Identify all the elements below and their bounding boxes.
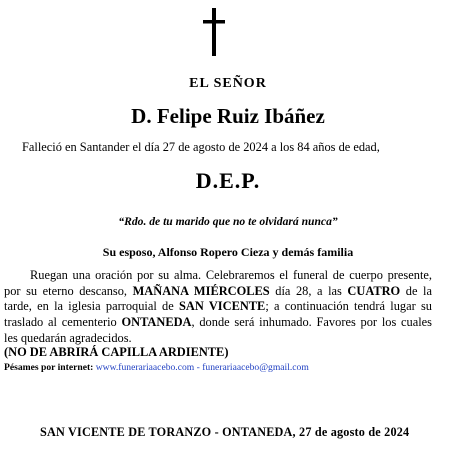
body-text-3: de la tarde, en la iglesia parroquial de <box>4 283 432 314</box>
body-text-2: día 28, a las <box>269 283 348 298</box>
death-notice: Falleció en Santander el día 27 de agosto de 2024 a los 84 años de edad, <box>22 140 380 154</box>
cross-icon <box>201 8 227 56</box>
funeral-announcement <box>4 268 432 347</box>
body-text-5: , donde será inhumado. Favores por los cuales les quedarán agradecidos. <box>4 315 432 345</box>
family-line: Su esposo, Alfonso Ropero Cieza y demás familia <box>102 245 354 259</box>
funeral-time: CUATRO <box>347 283 401 298</box>
condolences-label: Pésames por internet: <box>4 362 94 373</box>
dep-text: D.E.P. <box>195 168 261 193</box>
link-separator: - <box>194 362 203 373</box>
church-name: SAN VICENTE <box>179 299 266 314</box>
funeral-day: MAÑANA MIÉRCOLES <box>132 283 270 298</box>
email-link[interactable]: funerariaacebo@gmail.com <box>202 362 309 373</box>
body-text-1: Ruegan una oración por su alma. Celebraremos el funeral de cuerpo presente, por su eterno descanso, <box>4 268 432 298</box>
chapel-note: (NO DE ABRIRÁ CAPILLA ARDIENTE) <box>4 345 229 359</box>
website-link[interactable]: www.funerariaacebo.com <box>95 362 195 373</box>
dedication-quote: “Rdo. de tu marido que no te olvidará nunca” <box>118 215 338 228</box>
deceased-name: D. Felipe Ruiz Ibáñez <box>131 104 325 128</box>
heading: EL SEÑOR <box>189 76 267 91</box>
cemetery-name: ONTANEDA <box>121 315 192 330</box>
footer-place-date: SAN VICENTE DE TORANZO - ONTANEDA, 27 de agosto de 2024 <box>40 425 410 439</box>
body-text-4: ; a continuación tendrá lugar su traslado al cementerio <box>4 299 433 330</box>
condolences-line <box>4 362 309 373</box>
